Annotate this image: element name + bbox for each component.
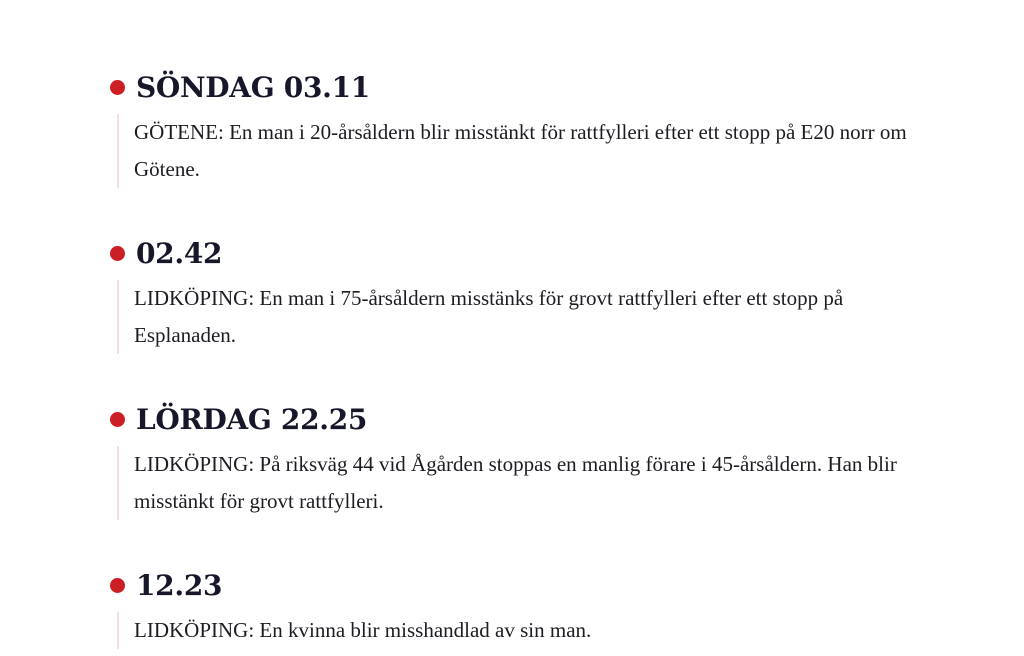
entry-timestamp: 12.23	[136, 569, 223, 602]
entry-body	[117, 280, 910, 354]
bullet-dot-icon	[110, 578, 125, 593]
feed-entry	[110, 566, 910, 649]
entry-body	[117, 612, 910, 649]
entry-timestamp: 02.42	[136, 237, 223, 270]
entry-timestamp: LÖRDAG 22.25	[136, 403, 368, 436]
entry-body	[117, 446, 910, 520]
entry-header	[110, 234, 910, 274]
entry-body	[117, 114, 910, 188]
feed-entry	[110, 234, 910, 354]
bullet-dot-icon	[110, 246, 125, 261]
entry-text: LIDKÖPING: På riksväg 44 vid Ågården stoppas en manlig förare i 45-årsåldern. Han blir misstänkt för grovt rattfylleri.	[134, 452, 897, 513]
entry-header	[110, 566, 910, 606]
bullet-dot-icon	[110, 412, 125, 427]
bullet-dot-icon	[110, 80, 125, 95]
entry-header	[110, 400, 910, 440]
feed-entry	[110, 68, 910, 188]
entry-text: LIDKÖPING: En kvinna blir misshandlad av sin man.	[134, 618, 592, 642]
feed-entry	[110, 400, 910, 520]
entry-text: LIDKÖPING: En man i 75-årsåldern misstänks för grovt rattfylleri efter ett stopp på Esplanaden.	[134, 286, 844, 347]
entry-timestamp: SÖNDAG 03.11	[136, 71, 370, 104]
entry-header	[110, 68, 910, 108]
entry-text: GÖTENE: En man i 20-årsåldern blir misstänkt för rattfylleri efter ett stopp på E20 norr om Götene.	[134, 120, 907, 181]
